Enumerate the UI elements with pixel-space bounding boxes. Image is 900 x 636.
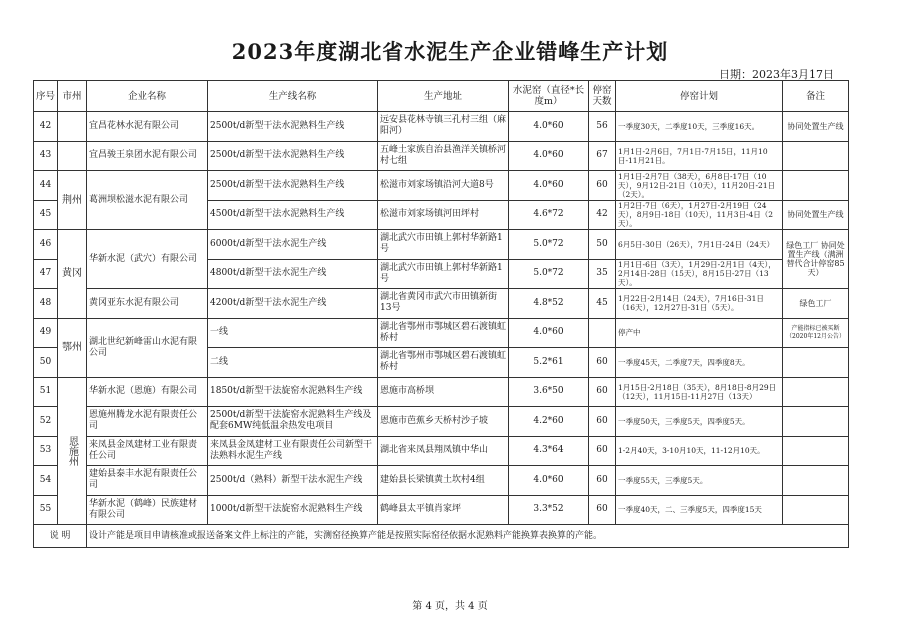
cell-line: 2500t/d新型干法水泥熟料生产线 bbox=[208, 112, 378, 142]
cell-plan: 一季度40天，二、三季度5天，四季度15天 bbox=[616, 495, 783, 525]
cell-city-enshi: 恩施州 bbox=[58, 377, 87, 525]
header-kiln-size: 水泥窑（直径*长度m） bbox=[509, 81, 589, 112]
cell-address: 湖北省鄂州市鄂城区碧石渡镇虹桥村 bbox=[378, 348, 509, 378]
cell-line: 二线 bbox=[208, 348, 378, 378]
table-row bbox=[34, 318, 849, 348]
cell-company: 黄冈亚东水泥有限公司 bbox=[87, 289, 208, 319]
table-row bbox=[34, 495, 849, 525]
cell-plan: 1月22日-2月14日（24天），7月16日-31日（16天），12月27日-31日（5天）。 bbox=[616, 289, 783, 319]
cell-days: 45 bbox=[589, 289, 616, 319]
cell-days: 56 bbox=[589, 112, 616, 142]
cell-days: 60 bbox=[589, 171, 616, 201]
table-header-row bbox=[34, 81, 849, 112]
cell-days: 60 bbox=[589, 495, 616, 525]
cell-kiln: 4.0*60 bbox=[509, 466, 589, 496]
cell-days: 35 bbox=[589, 259, 616, 289]
cell-address: 五峰土家族自治县渔洋关镇桥河村七组 bbox=[378, 141, 509, 171]
cell-seq: 52 bbox=[34, 407, 58, 437]
explain-label: 说 明 bbox=[34, 525, 87, 548]
header-city: 市州 bbox=[58, 81, 87, 112]
header-line: 生产线名称 bbox=[208, 81, 378, 112]
table-row bbox=[34, 436, 849, 466]
cell-seq: 55 bbox=[34, 495, 58, 525]
cell-remark: 协同处置生产线 bbox=[783, 112, 849, 142]
cell-company: 华新水泥（鹤峰）民族建材有限公司 bbox=[87, 495, 208, 525]
cell-kiln: 4.8*52 bbox=[509, 289, 589, 319]
cell-days: 60 bbox=[589, 348, 616, 378]
cell-seq: 50 bbox=[34, 348, 58, 378]
cell-address: 湖北省黄冈市武穴市田镇新街13号 bbox=[378, 289, 509, 319]
cell-days: 60 bbox=[589, 436, 616, 466]
table-row bbox=[34, 112, 849, 142]
cell-address: 建始县长梁镇黄土坎村4组 bbox=[378, 466, 509, 496]
cell-remark: 协同处置生产线 bbox=[783, 200, 849, 230]
cell-remark bbox=[783, 407, 849, 437]
cell-seq: 47 bbox=[34, 259, 58, 289]
cell-kiln: 5.0*72 bbox=[509, 259, 589, 289]
cell-address: 松滋市刘家场镇沿河大道8号 bbox=[378, 171, 509, 201]
cell-seq: 49 bbox=[34, 318, 58, 348]
cell-kiln: 4.0*60 bbox=[509, 171, 589, 201]
cell-company: 恩施州腾龙水泥有限责任公司 bbox=[87, 407, 208, 437]
cell-kiln: 4.2*60 bbox=[509, 407, 589, 437]
cell-company: 来凤县金凤建材工业有限责任公司 bbox=[87, 436, 208, 466]
cell-kiln: 5.2*61 bbox=[509, 348, 589, 378]
cell-remark bbox=[783, 466, 849, 496]
cell-kiln: 4.0*60 bbox=[509, 318, 589, 348]
cell-address: 湖北武穴市田镇上郭村华新路1号 bbox=[378, 259, 509, 289]
explain-text: 设计产能是项目申请核准或报送备案文件上标注的产能，实测窑径换算产能是按照实际窑径依据水泥熟料产能换算表换算的产能。 bbox=[87, 525, 849, 548]
cell-line: 6000t/d新型干法水泥生产线 bbox=[208, 230, 378, 260]
table-row bbox=[34, 289, 849, 319]
cell-plan: 一季度30天，二季度10天，三季度16天。 bbox=[616, 112, 783, 142]
cell-kiln: 4.6*72 bbox=[509, 200, 589, 230]
table-row bbox=[34, 230, 849, 260]
cell-seq: 54 bbox=[34, 466, 58, 496]
cell-address: 恩施市芭蕉乡天桥村沙子坡 bbox=[378, 407, 509, 437]
header-seq: 序号 bbox=[34, 81, 58, 112]
cell-days: 67 bbox=[589, 141, 616, 171]
cell-address: 湖北省来凤县翔凤镇中华山 bbox=[378, 436, 509, 466]
cell-line: 一线 bbox=[208, 318, 378, 348]
cell-days: 60 bbox=[589, 466, 616, 496]
cell-line: 2500t/d新型干法旋窑水泥熟料生产线及配套6MW纯低温余热发电项目 bbox=[208, 407, 378, 437]
cell-address: 湖北省鄂州市鄂城区碧石渡镇虹桥村 bbox=[378, 318, 509, 348]
cell-company: 葛洲坝松滋水泥有限公司 bbox=[87, 171, 208, 230]
cell-company: 宜昌花林水泥有限公司 bbox=[87, 112, 208, 142]
cell-days: 50 bbox=[589, 230, 616, 260]
cell-line: 1850t/d新型干法旋窑水泥熟料生产线 bbox=[208, 377, 378, 407]
cell-address: 远安县花林寺镇三孔村三组（麻阳河） bbox=[378, 112, 509, 142]
cell-address: 湖北武穴市田镇上郭村华新路1号 bbox=[378, 230, 509, 260]
cell-line: 1000t/d新型干法旋窑水泥熟料生产线 bbox=[208, 495, 378, 525]
cell-address: 恩施市高桥坝 bbox=[378, 377, 509, 407]
table-row bbox=[34, 171, 849, 201]
cell-seq: 48 bbox=[34, 289, 58, 319]
cell-line: 2500t/d新型干法水泥熟料生产线 bbox=[208, 171, 378, 201]
cell-seq: 46 bbox=[34, 230, 58, 260]
explain-row bbox=[34, 525, 849, 548]
header-remark: 备注 bbox=[783, 81, 849, 112]
cell-company: 湖北世纪新峰雷山水泥有限公司 bbox=[87, 318, 208, 377]
header-stop-days: 停窑天数 bbox=[589, 81, 616, 112]
cell-kiln: 4.3*64 bbox=[509, 436, 589, 466]
cell-remark: 绿色工厂 bbox=[783, 289, 849, 319]
page-title: 2023年度湖北省水泥生产企业错峰生产计划 bbox=[231, 39, 669, 64]
production-plan-table bbox=[33, 80, 849, 548]
cell-line: 2500t/d新型干法水泥熟料生产线 bbox=[208, 141, 378, 171]
table-row bbox=[34, 407, 849, 437]
cell-line: 来凤县金凤建材工业有限责任公司新型干法熟料水泥生产线 bbox=[208, 436, 378, 466]
cell-plan: 一季度55天，三季度5天。 bbox=[616, 466, 783, 496]
cell-plan: 1-2月40天，3-10月10天，11-12月10天。 bbox=[616, 436, 783, 466]
table-row bbox=[34, 377, 849, 407]
cell-line: 2500t/d（熟料）新型干法水泥生产线 bbox=[208, 466, 378, 496]
cell-plan: 一季度45天，二季度7天，四季度8天。 bbox=[616, 348, 783, 378]
cell-kiln: 3.6*50 bbox=[509, 377, 589, 407]
cell-address: 松滋市刘家场镇河田坪村 bbox=[378, 200, 509, 230]
table-row bbox=[34, 466, 849, 496]
cell-plan: 1月15日-2月18日（35天），8月18日-8月29日（12天），11月15日-11月27日（13天） bbox=[616, 377, 783, 407]
cell-city-jingzhou: 荆州 bbox=[58, 171, 87, 230]
table-row bbox=[34, 141, 849, 171]
cell-company: 建始县泰丰水泥有限责任公司 bbox=[87, 466, 208, 496]
cell-address: 鹤峰县太平镇肖家坪 bbox=[378, 495, 509, 525]
cell-remark bbox=[783, 171, 849, 201]
cell-kiln: 4.0*60 bbox=[509, 112, 589, 142]
cell-remark bbox=[783, 436, 849, 466]
cell-line: 4200t/d新型干法水泥生产线 bbox=[208, 289, 378, 319]
cell-days: 60 bbox=[589, 377, 616, 407]
cell-days: 42 bbox=[589, 200, 616, 230]
cell-line: 4500t/d新型干法水泥熟料生产线 bbox=[208, 200, 378, 230]
cell-plan: 6月5日-30日（26天），7月1日-24日（24天） bbox=[616, 230, 783, 260]
page-footer: 第 4 页，共 4 页 bbox=[412, 601, 488, 612]
cell-city-ezhou: 鄂州 bbox=[58, 318, 87, 377]
cell-seq: 51 bbox=[34, 377, 58, 407]
cell-seq: 42 bbox=[34, 112, 58, 142]
cell-plan: 一季度50天，三季度5天，四季度5天。 bbox=[616, 407, 783, 437]
cell-seq: 43 bbox=[34, 141, 58, 171]
cell-company: 华新水泥（恩施）有限公司 bbox=[87, 377, 208, 407]
cell-days: 60 bbox=[589, 407, 616, 437]
cell-kiln: 3.3*52 bbox=[509, 495, 589, 525]
cell-remark bbox=[783, 495, 849, 525]
cell-plan: 1月1日-2月7日（38天），6月8日-17日（10天），9月12日-21日（10天），11月20日-21日（2天）。 bbox=[616, 171, 783, 201]
cell-line: 4800t/d新型干法水泥生产线 bbox=[208, 259, 378, 289]
cell-plan: 停产中 bbox=[616, 318, 783, 348]
cell-seq: 45 bbox=[34, 200, 58, 230]
header-plan: 停窑计划 bbox=[616, 81, 783, 112]
cell-remark: 绿色工厂 协同处置生产线（满洲替代合计停窑85天） bbox=[783, 230, 849, 289]
cell-city bbox=[58, 141, 87, 171]
cell-remark bbox=[783, 377, 849, 407]
cell-plan: 1月1日-6日（3天），1月29日-2月1日（4天），2月14日-28日（15天），8月15日-27日（13天）。 bbox=[616, 259, 783, 289]
cell-kiln: 4.0*60 bbox=[509, 141, 589, 171]
cell-city bbox=[58, 112, 87, 142]
cell-kiln: 5.0*72 bbox=[509, 230, 589, 260]
cell-days bbox=[589, 318, 616, 348]
cell-seq: 53 bbox=[34, 436, 58, 466]
cell-plan: 1月1日-2月6日，7月1日-7月15日，11月10日-11月21日。 bbox=[616, 141, 783, 171]
document-date: 日期：2023年3月17日 bbox=[719, 68, 834, 81]
cell-remark bbox=[783, 348, 849, 378]
cell-remark: 产能指标已被买断（2020年12月公告） bbox=[783, 318, 849, 348]
cell-company: 宜昌骏王泉团水泥有限公司 bbox=[87, 141, 208, 171]
cell-seq: 44 bbox=[34, 171, 58, 201]
header-company: 企业名称 bbox=[87, 81, 208, 112]
cell-company: 华新水泥（武穴）有限公司 bbox=[87, 230, 208, 289]
header-address: 生产地址 bbox=[378, 81, 509, 112]
cell-plan: 1月2日-7日（6天），1月27日-2月19日（24天），8月9日-18日（10天），11月3日-4日（2天）。 bbox=[616, 200, 783, 230]
cell-city-huanggang: 黄冈 bbox=[58, 230, 87, 319]
cell-remark bbox=[783, 141, 849, 171]
